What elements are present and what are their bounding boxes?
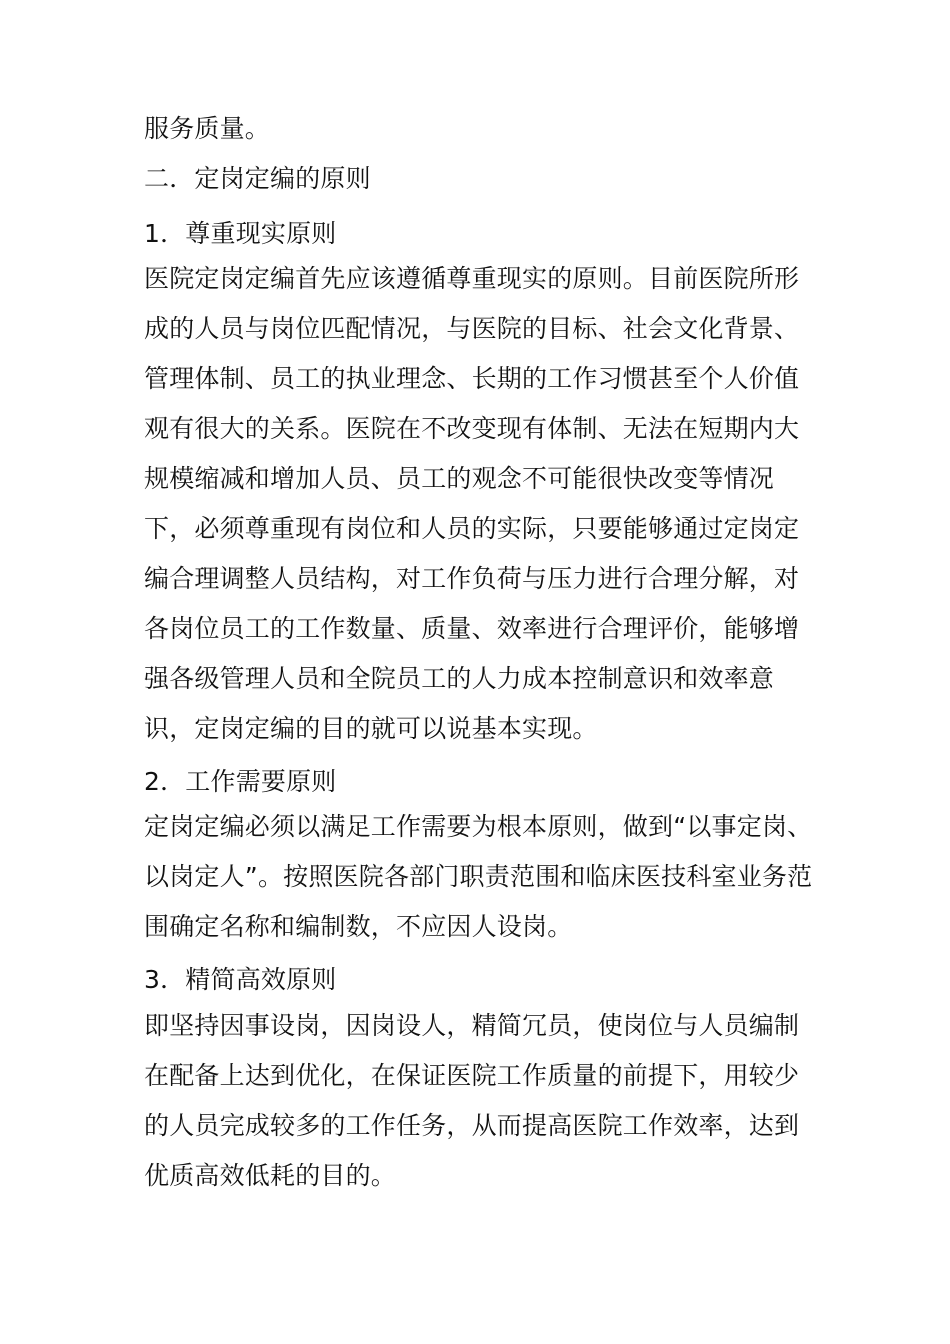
text-line: 围确定名称和编制数，不应因人设岗。 <box>144 912 573 941</box>
text-line: 强各级管理人员和全院员工的人力成本控制意识和效率意 <box>144 664 775 693</box>
text-line: 定岗定编必须以满足工作需要为根本原则，做到“以事定岗、 <box>144 812 813 841</box>
text-line: 即坚持因事设岗，因岗设人，精简冗员，使岗位与人员编制 <box>144 1011 800 1040</box>
text-line: 医院定岗定编首先应该遵循尊重现实的原则。目前医院所形 <box>144 264 800 293</box>
text-line: 的人员完成较多的工作任务，从而提高医院工作效率，达到 <box>144 1111 800 1140</box>
section-heading: 二．定岗定编的原则 <box>144 164 371 193</box>
text-line: 优质高效低耗的目的。 <box>144 1161 397 1190</box>
text-line: 下，必须尊重现有岗位和人员的实际，只要能够通过定岗定 <box>144 514 800 543</box>
text-line: 服务质量。 <box>144 114 271 143</box>
text-line: 在配备上达到优化，在保证医院工作质量的前提下，用较少 <box>144 1061 800 1090</box>
subsection-heading: 3．精简高效原则 <box>144 965 337 994</box>
text-line: 识，定岗定编的目的就可以说基本实现。 <box>144 714 598 743</box>
text-line: 成的人员与岗位匹配情况，与医院的目标、社会文化背景、 <box>144 314 800 343</box>
text-line: 观有很大的关系。医院在不改变现有体制、无法在短期内大 <box>144 414 800 443</box>
text-line: 各岗位员工的工作数量、质量、效率进行合理评价，能够增 <box>144 614 800 643</box>
subsection-heading: 2．工作需要原则 <box>144 767 337 796</box>
text-line: 规模缩减和增加人员、员工的观念不可能很快改变等情况 <box>144 464 775 493</box>
text-line: 以岗定人”。按照医院各部门职责范围和临床医技科室业务范 <box>144 862 813 891</box>
text-line: 管理体制、员工的执业理念、长期的工作习惯甚至个人价值 <box>144 364 800 393</box>
text-line: 编合理调整人员结构，对工作负荷与压力进行合理分解，对 <box>144 564 800 593</box>
subsection-heading: 1．尊重现实原则 <box>144 219 337 248</box>
